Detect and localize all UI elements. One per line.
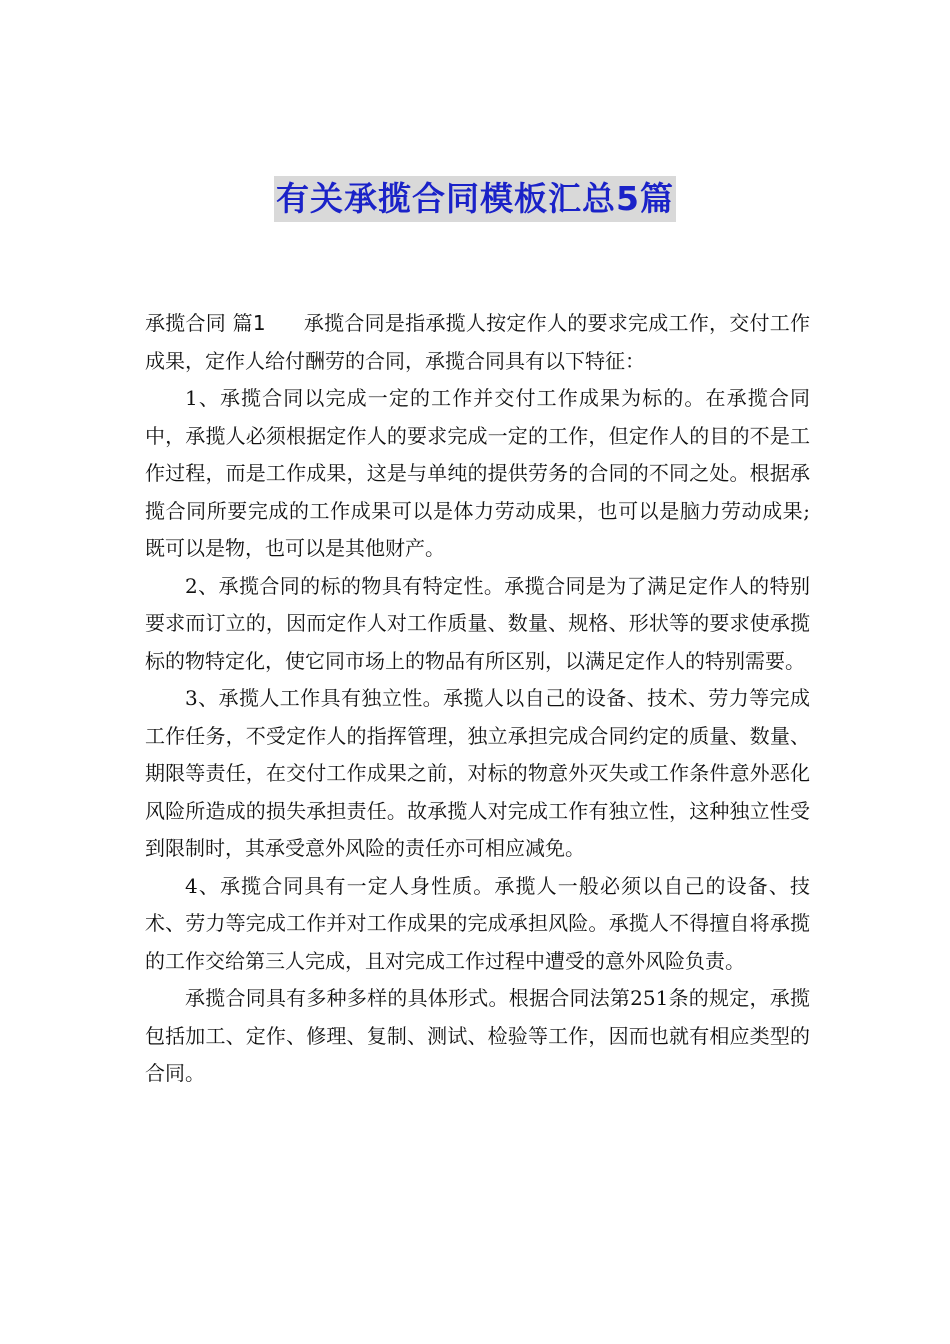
body-paragraph: 2、承揽合同的标的物具有特定性。承揽合同是为了满足定作人的特别要求而订立的，因而定作人对工作质量、数量、规格、形状等的要求使承揽标的物特定化，使它同市场上的物品有所区别，以满足定作人的特别需要。: [145, 573, 810, 673]
intro-paragraph: [145, 305, 810, 380]
document-body: [145, 305, 810, 1093]
body-paragraph: 1、承揽合同以完成一定的工作并交付工作成果为标的。在承揽合同中，承揽人必须根据定作人的要求完成一定的工作，但定作人的目的不是工作过程，而是工作成果，这是与单纯的提供劳务的合同的不同之处。根据承揽合同所要完成的工作成果可以是体力劳动成果，也可以是脑力劳动成果;既可以是物，也可以是其他财产。: [145, 386, 810, 560]
body-paragraph: 4、承揽合同具有一定人身性质。承揽人一般必须以自己的设备、技术、劳力等完成工作并对工作成果的完成承担风险。承揽人不得擅自将承揽的工作交给第三人完成，且对完成工作过程中遭受的意外风险负责。: [145, 873, 810, 973]
intro-text: 承揽合同是指承揽人按定作人的要求完成工作，交付工作成果，定作人给付酬劳的合同，承揽合同具有以下特征：: [145, 311, 811, 373]
body-paragraph: 3、承揽人工作具有独立性。承揽人以自己的设备、技术、劳力等完成工作任务，不受定作人的指挥管理，独立承担完成合同约定的质量、数量、期限等责任，在交付工作成果之前，对标的物意外灭失或工作条件意外恶化风险所造成的损失承担责任。故承揽人对完成工作有独立性，这种独立性受到限制时，其承受意外风险的责任亦可相应减免。: [145, 686, 810, 860]
body-paragraph: 承揽合同具有多种多样的具体形式。根据合同法第251条的规定，承揽包括加工、定作、修理、复制、测试、检验等工作，因而也就有相应类型的合同。: [145, 986, 810, 1085]
document-title: 有关承揽合同模板汇总5篇: [274, 176, 676, 222]
title-container: [0, 176, 950, 222]
section-label: 承揽合同 篇1: [145, 311, 266, 335]
